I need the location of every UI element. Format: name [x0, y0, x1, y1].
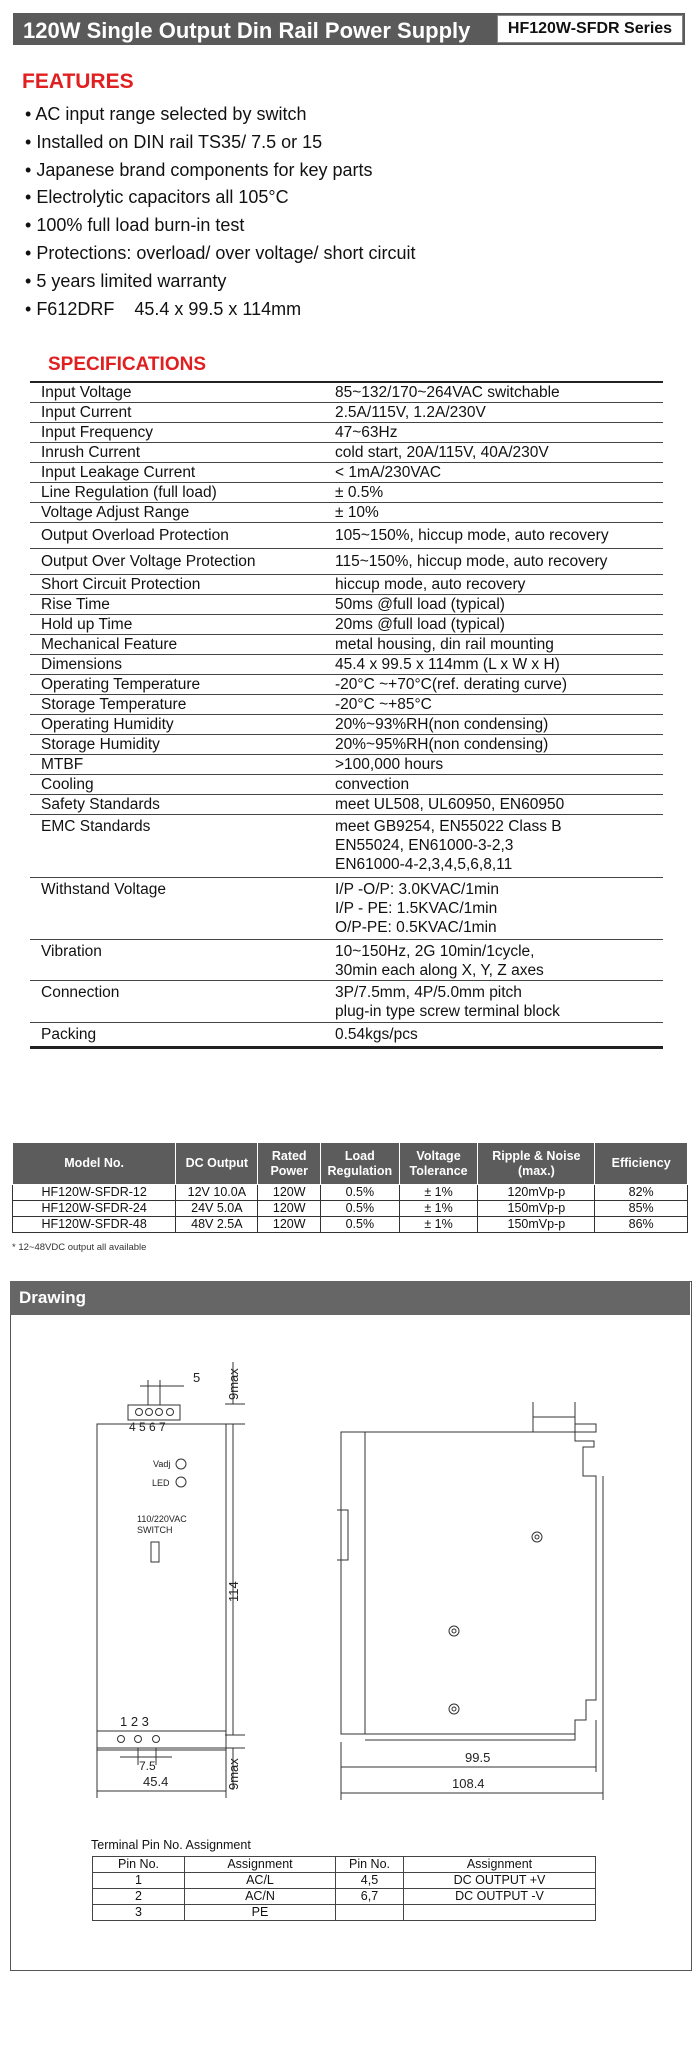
model-cell: 0.5% [320, 1217, 399, 1233]
pin-assignment-title: Terminal Pin No. Assignment [91, 1838, 251, 1852]
spec-label: Rise Time [41, 596, 110, 613]
spec-value-line: 115~150%, hiccup mode, auto recovery [335, 553, 608, 570]
model-cell: 85% [595, 1201, 688, 1217]
spec-value [283, 403, 663, 422]
spec-value [283, 880, 663, 937]
spec-label: Input Current [41, 404, 132, 421]
spec-value-line: -20°C ~+70°C(ref. derating curve) [335, 676, 568, 693]
model-cell: 12V 10.0A [176, 1185, 258, 1201]
model-cell: 120mVp-p [478, 1185, 595, 1201]
spec-value-line: 105~150%, hiccup mode, auto recovery [335, 527, 609, 544]
pin-cell: AC/N [185, 1889, 336, 1905]
model-cell: HF120W-SFDR-48 [13, 1217, 176, 1233]
spec-label: Short Circuit Protection [41, 576, 201, 593]
spec-label: Mechanical Feature [41, 636, 178, 653]
spec-value-line: 47~63Hz [335, 424, 398, 441]
spec-value [283, 383, 663, 402]
pin-row [93, 1873, 596, 1889]
spec-value [283, 983, 663, 1021]
spec-row [30, 503, 663, 523]
switch-label-2: SWITCH [137, 1525, 173, 1535]
dim-45-4-label: 45.4 [143, 1774, 169, 1789]
spec-value-line: hiccup mode, auto recovery [335, 576, 526, 593]
dim-5-label: 5 [193, 1370, 201, 1385]
vadj-label: Vadj [153, 1459, 171, 1469]
spec-label: Hold up Time [41, 616, 133, 633]
spec-row [30, 595, 663, 615]
spec-value-line: 85~132/170~264VAC switchable [335, 384, 560, 401]
spec-label: Packing [41, 1026, 97, 1043]
spec-value-line: meet UL508, UL60950, EN60950 [335, 796, 565, 813]
model-column-header: Voltage Tolerance [399, 1143, 478, 1185]
spec-row [30, 755, 663, 775]
spec-value [283, 483, 663, 502]
drawing-heading: Drawing [19, 1288, 87, 1307]
feature-item [25, 101, 416, 129]
model-cell: HF120W-SFDR-12 [13, 1185, 176, 1201]
spec-row [30, 1023, 663, 1049]
dim-9max-bottom-label: 9max [226, 1758, 241, 1790]
spec-value [283, 423, 663, 442]
led-indicator [176, 1477, 186, 1487]
model-cell: ± 1% [399, 1185, 478, 1201]
pin-cell: 6,7 [336, 1889, 404, 1905]
spec-value-line: convection [335, 776, 410, 793]
feature-item [25, 157, 416, 185]
model-cell: 48V 2.5A [176, 1217, 258, 1233]
spec-row [30, 383, 663, 403]
spec-value-line: ± 10% [335, 504, 379, 521]
spec-value [283, 552, 663, 571]
feature-text: AC input range selected by switch [35, 104, 307, 124]
spec-label: Output Over Voltage Protection [41, 553, 256, 570]
feature-item [25, 268, 416, 296]
model-cell: ± 1% [399, 1217, 478, 1233]
dim-114-label: 114 [226, 1581, 241, 1602]
spec-value [283, 615, 663, 634]
spec-value-line: < 1mA/230VAC [335, 464, 442, 481]
spec-value-line: 50ms @full load (typical) [335, 596, 505, 613]
spec-label: Input Frequency [41, 424, 154, 441]
switch-label-1: 110/220VAC [137, 1514, 187, 1524]
voltage-switch [151, 1542, 159, 1562]
pin-assignment-table [92, 1856, 596, 1921]
spec-row [30, 715, 663, 735]
pin-column-header: Assignment [185, 1857, 336, 1873]
pin-column-header: Pin No. [336, 1857, 404, 1873]
spec-label: Output Overload Protection [41, 527, 229, 544]
spec-value [283, 635, 663, 654]
spec-row [30, 463, 663, 483]
dim-108-4-label: 108.4 [452, 1776, 485, 1791]
spec-row [30, 878, 663, 940]
feature-text: Electrolytic capacitors all 105°C [36, 187, 289, 208]
spec-value-line: cold start, 20A/115V, 40A/230V [335, 444, 549, 461]
spec-row [30, 775, 663, 795]
spec-row [30, 483, 663, 503]
spec-label: Voltage Adjust Range [41, 504, 190, 521]
spec-row [30, 575, 663, 595]
spec-label: Vibration [41, 943, 102, 960]
spec-label: Input Leakage Current [41, 464, 196, 481]
pin-cell: DC OUTPUT -V [404, 1889, 596, 1905]
spec-row [30, 815, 663, 878]
feature-item [25, 212, 416, 240]
feature-item [25, 184, 416, 212]
bullet: • [25, 187, 37, 208]
drawing-header [10, 1281, 690, 1315]
spec-label: Safety Standards [41, 796, 160, 813]
page-title: 120W Single Output Din Rail Power Supply [23, 18, 471, 43]
pin-column-header: Assignment [404, 1857, 596, 1873]
model-cell: 24V 5.0A [176, 1201, 258, 1217]
spec-label: Cooling [41, 776, 94, 793]
model-cell: 150mVp-p [478, 1201, 595, 1217]
spec-value [283, 503, 663, 522]
dim-9max-top-label: 9max [226, 1368, 241, 1400]
vadj-potentiometer [176, 1459, 186, 1469]
feature-item [25, 129, 416, 157]
spec-value-line: I/P -O/P: 3.0KVAC/1min [335, 881, 499, 898]
spec-value [283, 526, 663, 545]
spec-value-line: 3P/7.5mm, 4P/5.0mm pitch [335, 984, 522, 1001]
features-heading: FEATURES [22, 70, 134, 93]
feature-text: 100% full load burn-in test [36, 215, 245, 236]
spec-value-line: 20%~93%RH(non condensing) [335, 716, 549, 733]
feature-text: F612DRF 45.4 x 99.5 x 114mm [36, 298, 302, 319]
bullet: • [25, 242, 37, 263]
spec-value-line: 20ms @full load (typical) [335, 616, 505, 633]
spec-value [283, 655, 663, 674]
specifications-table [30, 381, 663, 1049]
bullet: • [25, 131, 37, 152]
spec-label: Storage Temperature [41, 696, 187, 713]
model-cell: ± 1% [399, 1201, 478, 1217]
series-badge: HF120W-SFDR Series [497, 15, 683, 43]
model-row [13, 1185, 688, 1201]
spec-value [283, 795, 663, 814]
feature-text: Installed on DIN rail TS35/ 7.5 or 15 [36, 131, 323, 152]
feature-item [25, 296, 416, 324]
spec-value-line: 30min each along X, Y, Z axes [335, 962, 544, 979]
pin-cell: 4,5 [336, 1873, 404, 1889]
model-footnote: * 12~48VDC output all available [12, 1242, 147, 1253]
model-column-header: DC Output [176, 1143, 258, 1185]
spec-value-line: 2.5A/115V, 1.2A/230V [335, 404, 486, 421]
spec-value [283, 675, 663, 694]
feature-text: Japanese brand components for key parts [36, 159, 373, 180]
pin-cell [404, 1905, 596, 1921]
terminals-top-label: 4 5 6 7 [129, 1420, 166, 1434]
spec-value-line: 10~150Hz, 2G 10min/1cycle, [335, 943, 535, 960]
spec-value [283, 443, 663, 462]
bullet: • [25, 298, 37, 319]
model-column-header: Model No. [13, 1143, 176, 1185]
model-row [13, 1201, 688, 1217]
side-screw-mid [449, 1626, 459, 1636]
model-cell: 120W [258, 1185, 321, 1201]
spec-value-line: ± 0.5% [335, 484, 384, 501]
terminals-bottom-label: 1 2 3 [120, 1714, 149, 1729]
model-column-header: Efficiency [595, 1143, 688, 1185]
spec-value-line: EN61000-4-2,3,4,5,6,8,11 [335, 856, 513, 873]
spec-value-line: 45.4 x 99.5 x 114mm (L x W x H) [335, 656, 560, 673]
spec-value-line: -20°C ~+85°C [335, 696, 432, 713]
spec-value [283, 775, 663, 794]
spec-label: MTBF [41, 756, 84, 773]
model-column-header: Ripple & Noise (max.) [478, 1143, 595, 1185]
bullet: • [25, 270, 37, 291]
spec-row [30, 940, 663, 981]
spec-value-line: O/P-PE: 0.5KVAC/1min [335, 919, 497, 936]
spec-value-line: meet GB9254, EN55022 Class B [335, 818, 562, 835]
spec-label: Operating Temperature [41, 676, 201, 693]
bullet: • [25, 159, 37, 180]
spec-label: Dimensions [41, 656, 122, 673]
side-screw-bottom [449, 1704, 459, 1714]
spec-row [30, 655, 663, 675]
spec-label: Withstand Voltage [41, 881, 166, 898]
spec-label: Inrush Current [41, 444, 141, 461]
spec-value [283, 735, 663, 754]
spec-value [283, 817, 663, 874]
spec-label: Connection [41, 984, 120, 1001]
spec-value-line: plug-in type screw terminal block [335, 1003, 560, 1020]
pin-cell: PE [185, 1905, 336, 1921]
spec-label: Storage Humidity [41, 736, 160, 753]
spec-value-line: 0.54kgs/pcs [335, 1026, 418, 1043]
model-cell: 0.5% [320, 1201, 399, 1217]
spec-value [283, 595, 663, 614]
spec-value [283, 715, 663, 734]
specifications-heading: SPECIFICATIONS [48, 354, 206, 375]
spec-value [283, 695, 663, 714]
spec-row [30, 795, 663, 815]
pin-cell: 1 [93, 1873, 185, 1889]
bullet: • [25, 104, 36, 124]
spec-value-line: metal housing, din rail mounting [335, 636, 554, 653]
model-table [12, 1142, 688, 1233]
spec-row [30, 403, 663, 423]
spec-label: Operating Humidity [41, 716, 174, 733]
model-cell: 86% [595, 1217, 688, 1233]
spec-row [30, 695, 663, 715]
spec-value [283, 942, 663, 980]
pin-column-header: Pin No. [93, 1857, 185, 1873]
pin-cell: DC OUTPUT +V [404, 1873, 596, 1889]
model-cell: 0.5% [320, 1185, 399, 1201]
model-cell: HF120W-SFDR-24 [13, 1201, 176, 1217]
spec-value [283, 1025, 663, 1044]
feature-item [25, 240, 416, 268]
pin-cell [336, 1905, 404, 1921]
spec-row [30, 423, 663, 443]
model-cell: 120W [258, 1217, 321, 1233]
model-cell: 120W [258, 1201, 321, 1217]
feature-text: Protections: overload/ over voltage/ short circuit [36, 242, 416, 263]
feature-text: 5 years limited warranty [36, 270, 227, 291]
spec-value [283, 575, 663, 594]
dim-7-5-label: 7.5 [139, 1759, 156, 1773]
features-list [25, 101, 416, 323]
pin-cell: 3 [93, 1905, 185, 1921]
dim-99-5-label: 99.5 [465, 1750, 491, 1765]
spec-value-line: 20%~95%RH(non condensing) [335, 736, 549, 753]
spec-row [30, 635, 663, 655]
led-label: LED [152, 1478, 170, 1488]
mechanical-drawing [0, 1320, 700, 1880]
spec-label: EMC Standards [41, 818, 151, 835]
title-bar [13, 13, 685, 45]
side-screw-top [532, 1532, 542, 1542]
spec-row [30, 523, 663, 549]
spec-row [30, 735, 663, 755]
pin-row [93, 1889, 596, 1905]
spec-label: Line Regulation (full load) [41, 484, 217, 501]
pin-cell: AC/L [185, 1873, 336, 1889]
bullet: • [25, 215, 37, 236]
spec-value [283, 463, 663, 482]
pin-row [93, 1905, 596, 1921]
spec-row [30, 981, 663, 1023]
spec-value [283, 755, 663, 774]
model-column-header: Load Regulation [320, 1143, 399, 1185]
spec-row [30, 549, 663, 575]
spec-label: Input Voltage [41, 384, 132, 401]
model-column-header: Rated Power [258, 1143, 321, 1185]
spec-value-line: >100,000 hours [335, 756, 444, 773]
spec-row [30, 675, 663, 695]
model-cell: 82% [595, 1185, 688, 1201]
model-row [13, 1217, 688, 1233]
spec-value-line: EN55024, EN61000-3-2,3 [335, 837, 514, 854]
spec-row [30, 443, 663, 463]
model-cell: 150mVp-p [478, 1217, 595, 1233]
spec-value-line: I/P - PE: 1.5KVAC/1min [335, 900, 498, 917]
spec-row [30, 615, 663, 635]
pin-cell: 2 [93, 1889, 185, 1905]
